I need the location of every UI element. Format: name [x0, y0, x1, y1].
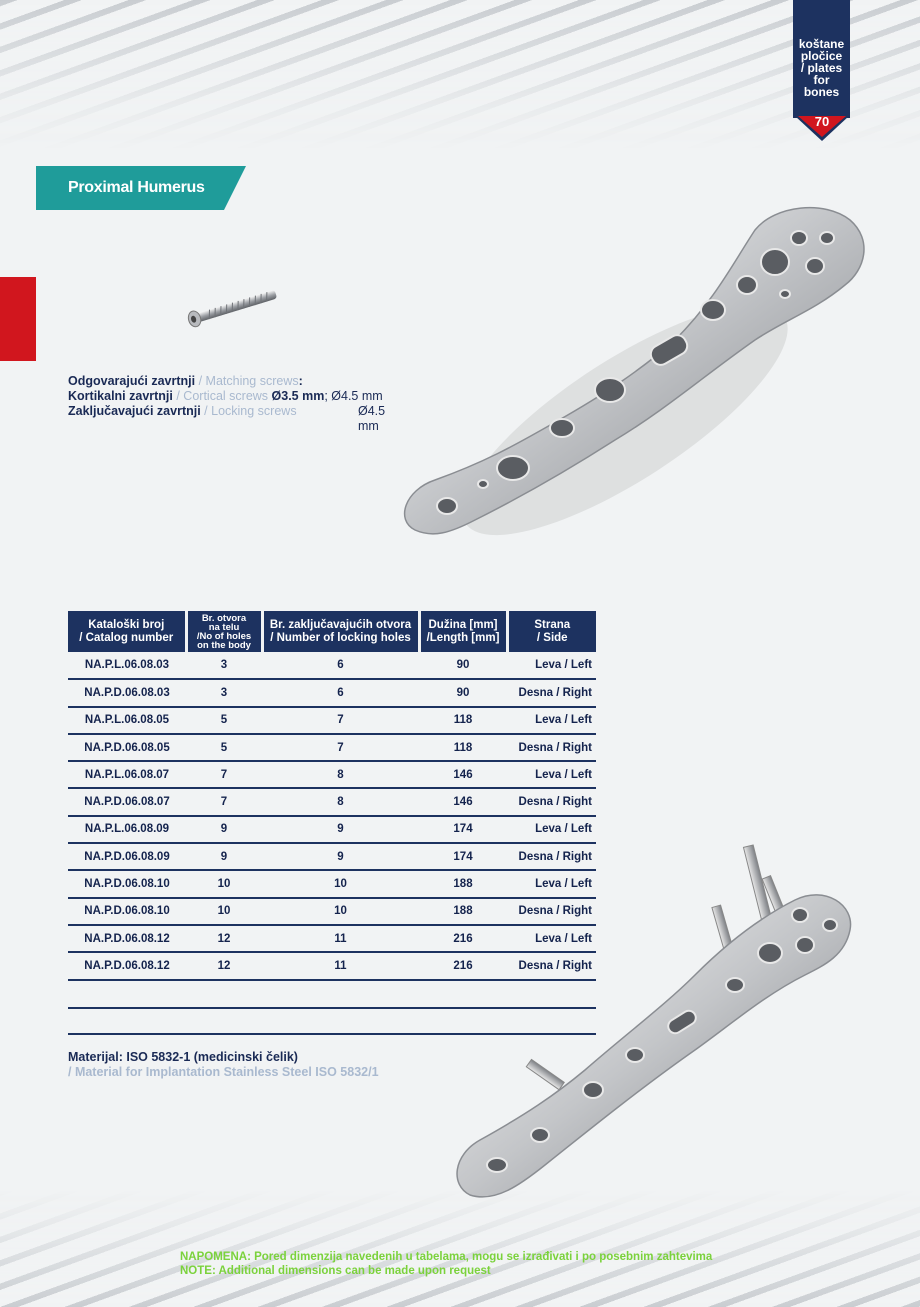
cell-side: Leva / Left	[507, 707, 596, 734]
table-row	[68, 652, 596, 679]
cell-locking-holes: 8	[262, 761, 419, 788]
cell-locking-holes: 6	[262, 652, 419, 679]
screws-line-1	[68, 374, 383, 389]
screws-line-2	[68, 389, 383, 404]
material-info	[68, 1050, 379, 1080]
cell-side: Desna / Right	[507, 679, 596, 706]
red-side-marker	[0, 277, 36, 361]
cell-length: 90	[419, 679, 507, 706]
cell-side: Desna / Right	[507, 952, 596, 979]
cell-length: 188	[419, 898, 507, 925]
cell-locking-holes: 10	[262, 870, 419, 897]
cell-locking-holes: 9	[262, 816, 419, 843]
colon: :	[298, 374, 303, 388]
table-row	[68, 761, 596, 788]
cell-catalog-number: NA.P.L.06.08.09	[68, 816, 186, 843]
cell-catalog-number: NA.P.L.06.08.03	[68, 652, 186, 679]
cell-side: Desna / Right	[507, 734, 596, 761]
cell-locking-holes: 8	[262, 788, 419, 815]
plate-image	[395, 200, 875, 560]
header-locking-holes: Br. zaključavajućih otvora / Number of locking holes	[262, 611, 419, 652]
cell-catalog-number: NA.P.D.06.08.03	[68, 679, 186, 706]
cell-holes-on-body: 12	[186, 952, 262, 979]
cell-length: 118	[419, 707, 507, 734]
header-holes-on-body: Br. otvora na telu /No of holes on the body	[186, 611, 262, 652]
tab-line: koštane	[798, 37, 845, 51]
cell-catalog-number: NA.P.D.06.08.07	[68, 788, 186, 815]
cell-length: 146	[419, 788, 507, 815]
matching-screws-en: / Matching screws	[195, 374, 299, 388]
locking-screws-sr: Zaključavajući zavrtnji	[68, 404, 201, 418]
cell-length: 118	[419, 734, 507, 761]
cell-locking-holes: 11	[262, 952, 419, 979]
page-number: 70	[814, 114, 830, 129]
note-en: NOTE: Additional dimensions can be made upon request	[180, 1265, 491, 1277]
cell-locking-holes: 6	[262, 679, 419, 706]
cell-catalog-number: NA.P.D.06.08.05	[68, 734, 186, 761]
section-tab	[793, 0, 850, 118]
tab-line: for	[813, 73, 830, 87]
cell-locking-holes: 11	[262, 925, 419, 952]
cell-side: Leva / Left	[507, 870, 596, 897]
cell-side: Leva / Left	[507, 816, 596, 843]
cell-locking-holes: 10	[262, 898, 419, 925]
cell-locking-holes: 7	[262, 734, 419, 761]
header-side: Strana / Side	[507, 611, 596, 652]
cell-catalog-number: NA.P.L.06.08.05	[68, 707, 186, 734]
tab-line: bones	[803, 85, 840, 99]
cell-holes-on-body: 3	[186, 679, 262, 706]
cell-holes-on-body: 7	[186, 788, 262, 815]
cell-catalog-number: NA.P.D.06.08.10	[68, 870, 186, 897]
locking-dim: Ø4.5 mm	[358, 404, 386, 433]
cell-catalog-number: NA.P.L.06.08.07	[68, 761, 186, 788]
tab-line: pločice	[800, 49, 843, 63]
plate-with-screws-image	[445, 835, 875, 1215]
cell-holes-on-body: 12	[186, 925, 262, 952]
header-length: Dužina [mm] /Length [mm]	[419, 611, 507, 652]
cell-locking-holes: 9	[262, 843, 419, 870]
cell-catalog-number: NA.P.D.06.08.10	[68, 898, 186, 925]
page-title: Proximal Humerus	[68, 179, 205, 196]
table-row	[68, 788, 596, 815]
cell-locking-holes: 7	[262, 707, 419, 734]
footer-note	[180, 1250, 712, 1278]
cell-side: Leva / Left	[507, 925, 596, 952]
material-sr: Materijal: ISO 5832-1 (medicinski čelik)	[68, 1050, 298, 1064]
cell-length: 216	[419, 925, 507, 952]
locking-screws-en: / Locking screws	[200, 404, 297, 418]
cell-side: Leva / Left	[507, 652, 596, 679]
material-en: / Material for Implantation Stainless Steel ISO 5832/1	[68, 1065, 379, 1079]
cortical-screws-sr: Kortikalni zavrtnji	[68, 389, 173, 403]
cell-holes-on-body: 9	[186, 843, 262, 870]
cell-side: Desna / Right	[507, 788, 596, 815]
cell-length: 216	[419, 952, 507, 979]
matching-screws-info	[68, 374, 386, 433]
cortical-screws-en: / Cortical screws	[172, 389, 272, 403]
cell-holes-on-body: 3	[186, 652, 262, 679]
cell-catalog-number: NA.P.D.06.08.12	[68, 925, 186, 952]
cell-length: 174	[419, 843, 507, 870]
cell-length: 188	[419, 870, 507, 897]
table-header-row	[68, 611, 596, 652]
cortical-dim-main: Ø3.5 mm	[271, 389, 325, 403]
cell-holes-on-body: 5	[186, 707, 262, 734]
cell-side: Desna / Right	[507, 843, 596, 870]
cell-holes-on-body: 5	[186, 734, 262, 761]
cell-holes-on-body: 7	[186, 761, 262, 788]
cell-length: 174	[419, 816, 507, 843]
matching-screws-sr: Odgovarajući zavrtnji	[68, 374, 196, 388]
cell-holes-on-body: 10	[186, 898, 262, 925]
header-catalog-number: Kataloški broj / Catalog number	[68, 611, 186, 652]
cell-side: Leva / Left	[507, 761, 596, 788]
table-row	[68, 734, 596, 761]
cortical-dim-alt: ; Ø4.5 mm	[324, 389, 383, 403]
cell-catalog-number: NA.P.D.06.08.12	[68, 952, 186, 979]
note-sr: NAPOMENA: Pored dimenzija navedenih u tabelama, mogu se izrađivati i po posebnim zahtevima	[180, 1251, 713, 1263]
tab-line: / plates	[800, 61, 843, 75]
cell-side: Desna / Right	[507, 898, 596, 925]
screws-line-3	[68, 404, 386, 433]
cell-length: 90	[419, 652, 507, 679]
cell-holes-on-body: 9	[186, 816, 262, 843]
cell-catalog-number: NA.P.D.06.08.09	[68, 843, 186, 870]
screw-image	[180, 284, 284, 332]
decorative-stripes-top	[0, 0, 920, 150]
cell-holes-on-body: 10	[186, 870, 262, 897]
table-row	[68, 707, 596, 734]
cell-length: 146	[419, 761, 507, 788]
table-row	[68, 679, 596, 706]
